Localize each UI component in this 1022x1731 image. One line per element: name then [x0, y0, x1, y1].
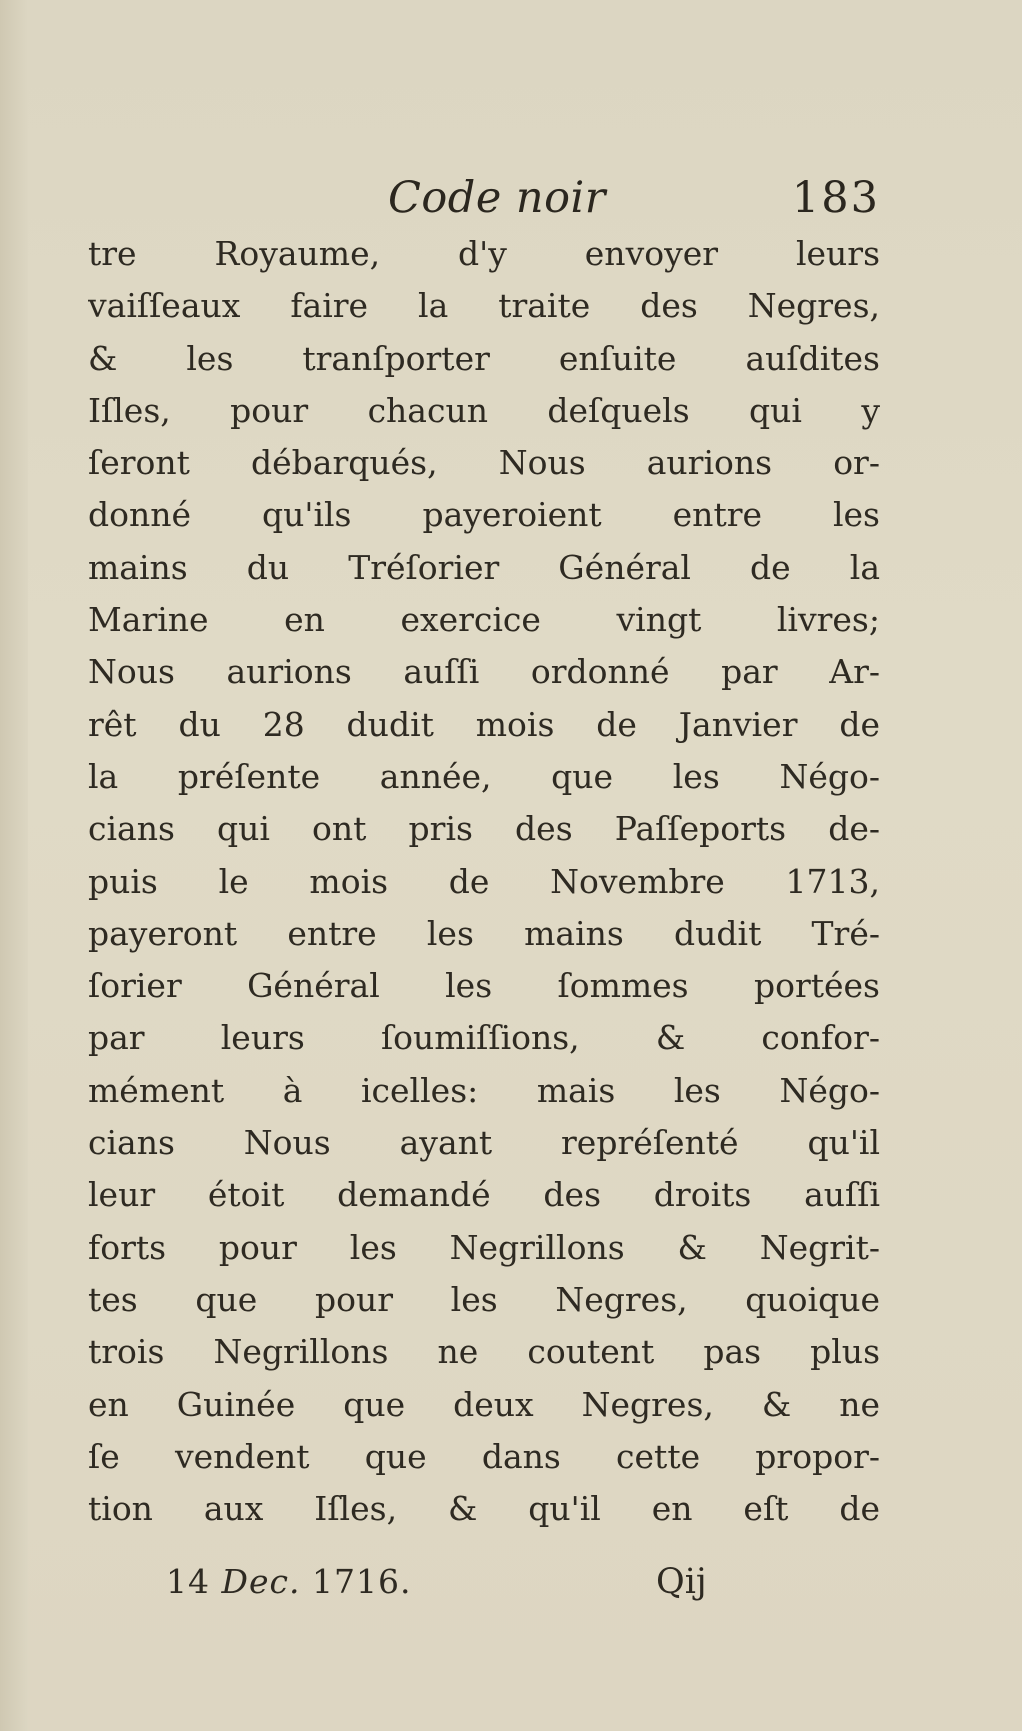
- page-header: [88, 168, 880, 228]
- text-line: payeront entre les mains dudit Tré-: [88, 913, 880, 953]
- text-line: en Guinée que deux Negres, & ne: [88, 1384, 880, 1424]
- date-note: [166, 1554, 411, 1610]
- signature-mark: Qij: [656, 1562, 707, 1602]
- text-line: cians Nous ayant repréſenté qu'il: [88, 1123, 880, 1163]
- text-line: vaiſſeaux faire la traite des Negres,: [88, 286, 880, 326]
- text-line: ſe vendent que dans cette propor-: [88, 1436, 880, 1476]
- text-line: rêt du 28 dudit mois de Janvier de: [88, 704, 880, 744]
- text-line: & les tranſporter enſuite auſdites: [88, 338, 880, 378]
- text-line: trois Negrillons ne coutent pas plus: [88, 1332, 880, 1372]
- date-year: 1716.: [311, 1562, 412, 1601]
- text-line: Marine en exercice vingt livres;: [88, 600, 880, 640]
- text-line: leur étoit demandé des droits auſſi: [88, 1175, 880, 1215]
- page-footer: [88, 1554, 880, 1610]
- page-number: 183: [791, 173, 880, 223]
- text-line: donné qu'ils payeroient entre les: [88, 495, 880, 535]
- text-line: Iſles, pour chacun deſquels qui y: [88, 390, 880, 430]
- text-line: ſorier Général les ſommes portées: [88, 966, 880, 1006]
- page-gutter-shadow: [0, 0, 28, 1731]
- date-day: 14: [166, 1562, 210, 1601]
- text-line: tre Royaume, d'y envoyer leurs: [88, 234, 880, 273]
- text-line: forts pour les Negrillons & Negrit-: [88, 1227, 880, 1267]
- running-title: Code noir: [388, 173, 606, 223]
- date-month: Dec.: [221, 1562, 301, 1601]
- text-line: Nous aurions auſſi ordonné par Ar-: [88, 652, 880, 692]
- text-line: puis le mois de Novembre 1713,: [88, 861, 880, 901]
- body-text: [88, 228, 880, 1535]
- text-line: par leurs ſoumiſſions, & confor-: [88, 1018, 880, 1058]
- text-line: cians qui ont pris des Paſſeports de-: [88, 809, 880, 849]
- text-line: ſeront débarqués, Nous aurions or-: [88, 443, 880, 483]
- text-line: tion aux Iſles, & qu'il en eſt de: [88, 1489, 880, 1529]
- text-line: tes que pour les Negres, quoique: [88, 1279, 880, 1319]
- text-line: la préſente année, que les Négo-: [88, 756, 880, 796]
- text-line: mains du Tréſorier Général de la: [88, 547, 880, 587]
- text-line: mément à icelles: mais les Négo-: [88, 1070, 880, 1110]
